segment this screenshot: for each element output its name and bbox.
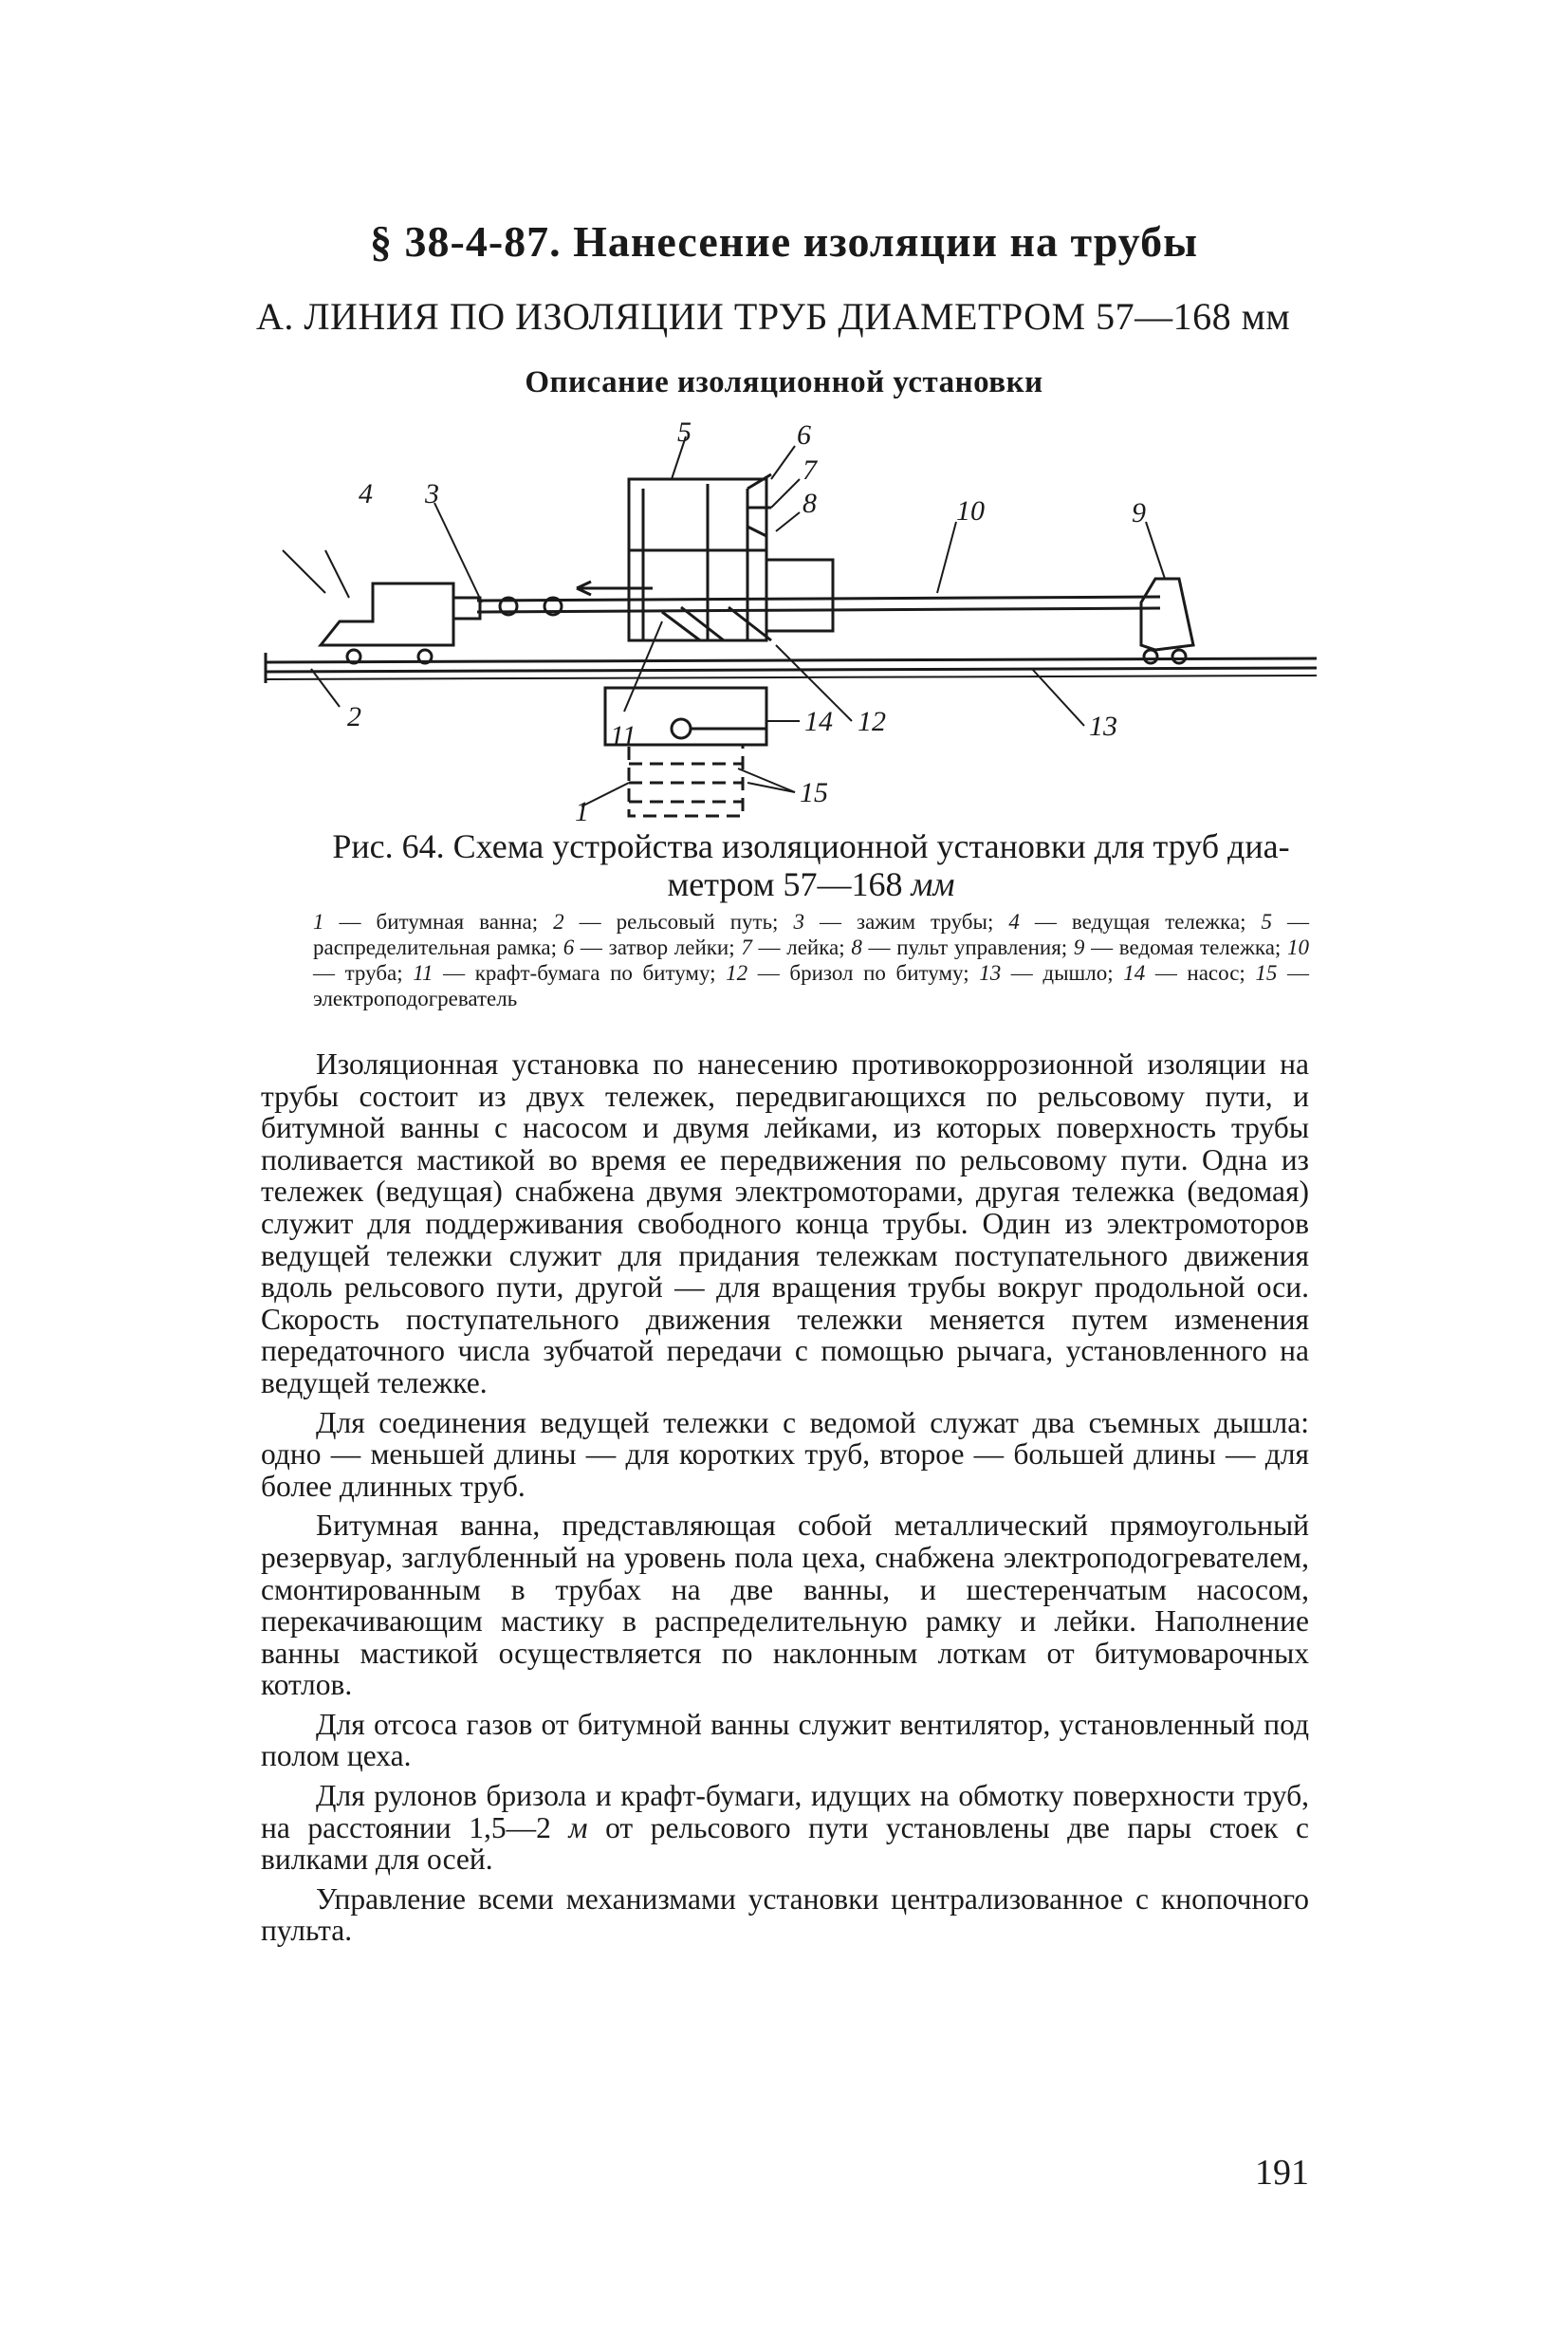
installation-diagram bbox=[254, 417, 1326, 825]
callout-4: 4 bbox=[359, 478, 373, 509]
leader-lines bbox=[283, 436, 1165, 806]
caption-line-1: Рис. 64. Схема устройства изоляционной установки для труб диа- bbox=[332, 827, 1290, 865]
body-text bbox=[261, 1048, 1309, 1947]
figure-caption bbox=[313, 827, 1309, 903]
legend-item: 9 — ведомая тележка; bbox=[1073, 935, 1288, 959]
caption-unit: мм bbox=[911, 865, 955, 903]
legend-item: 12 — бризол по битуму; bbox=[726, 961, 980, 985]
callout-14: 14 bbox=[804, 706, 833, 737]
legend-item: 7 — лейка; bbox=[741, 935, 852, 959]
legend-item: 5 — распределительная рамка; bbox=[313, 910, 1310, 959]
bitumen-bath bbox=[605, 688, 766, 816]
pipe bbox=[477, 582, 1160, 615]
section-title: § 38-4-87. Нанесение изоляции на трубы bbox=[370, 217, 1198, 266]
figure-legend bbox=[313, 909, 1309, 1011]
legend-item: 3 — зажим трубы; bbox=[793, 910, 1009, 934]
legend-item: 6 — затвор лейки; bbox=[563, 935, 742, 959]
installation-diagram-svg bbox=[254, 417, 1326, 825]
callout-7: 7 bbox=[802, 454, 817, 486]
callout-5: 5 bbox=[677, 417, 692, 448]
callout-2: 2 bbox=[347, 701, 361, 732]
paragraph-6: Управление всеми механизмами установки централизованное с кнопочного пульта. bbox=[261, 1881, 1309, 1948]
paragraph-5: Для рулонов бризола и крафт-бумаги, идущих на обмотку поверхности труб, на расстоянии 1,5—2 м от рельсового пути установлены две пары стоек с вилками для осей. bbox=[261, 1779, 1309, 1877]
callout-11: 11 bbox=[610, 720, 636, 751]
callout-1: 1 bbox=[575, 796, 589, 825]
paragraph-4: Для отсоса газов от битумной ванны служит вентилятор, установленный под полом цеха. bbox=[261, 1707, 1309, 1773]
legend-item: 10 — труба; bbox=[313, 935, 1310, 985]
subsection-title: А. ЛИНИЯ ПО ИЗОЛЯЦИИ ТРУБ ДИАМЕТРОМ 57—168 мм bbox=[256, 295, 1291, 338]
page-number: 191 bbox=[1255, 2153, 1309, 2193]
callout-6: 6 bbox=[797, 419, 811, 451]
legend-item: 15 — электроподогреватель bbox=[313, 961, 1310, 1010]
paragraph-3: Битумная ванна, представляющая собой металлический прямоугольный резервуар, заглубленный на уровень пола цеха, снабжена электроподогревателем, смонтированным в трубах на две ванны, и шестеренчатым насосом, перекачивающим мастику в распределительную рамку и лейки. Наполнение ванны мастикой осуществляется по наклонным лоткам от битумоварочных котлов. bbox=[261, 1509, 1309, 1702]
legend-item: 14 — насос; bbox=[1123, 961, 1256, 985]
callout-8: 8 bbox=[802, 488, 817, 519]
legend-item: 8 — пульт управления; bbox=[851, 935, 1074, 959]
paragraph-1: Изоляционная установка по нанесению противокоррозионной изоляции на трубы состоит из двух тележек, передвигающихся по рельсовому пути, и битумной ванны с насосом и двумя лейками, из которых поверхность трубы поливается мастикой во время ее передвижения по рельсовому пути. Одна из тележек (ведущая) снабжена двумя электромоторами, другая тележка (ведомая) служит для поддерживания свободного конца трубы. Один из электромоторов ведущей тележки служит для придания тележкам поступательного движения вдоль рельсового пути, другой — для вращения трубы вокруг продольной оси. Скорость поступательного движения тележки меняется путем изменения передаточного числа зубчатой передачи с помощью рычага, установленного на ведущей тележке. bbox=[261, 1047, 1309, 1399]
rail-track bbox=[266, 653, 1317, 683]
trailing-cart bbox=[1141, 579, 1193, 663]
paragraph-2: Для соединения ведущей тележки с ведомой служат два съемных дышла: одно — меньшей длины — для коротких труб, второе — большей длины — для более длинных труб. bbox=[261, 1405, 1309, 1503]
legend-item: 11 — крафт-бумага по битуму; bbox=[413, 961, 727, 985]
legend-item: 13 — дышло; bbox=[979, 961, 1124, 985]
legend-item: 4 — ведущая тележка; bbox=[1008, 910, 1262, 934]
caption-line-2 bbox=[313, 865, 1309, 903]
leading-cart bbox=[321, 583, 480, 663]
callout-10: 10 bbox=[956, 495, 985, 527]
legend-item: 1 — битумная ванна; bbox=[313, 910, 554, 934]
callout-15: 15 bbox=[800, 777, 828, 808]
callout-3: 3 bbox=[425, 478, 439, 509]
description-title: Описание изоляционной установки bbox=[525, 365, 1043, 399]
callout-13: 13 bbox=[1089, 711, 1117, 742]
callout-12: 12 bbox=[858, 706, 886, 737]
callout-9: 9 bbox=[1132, 497, 1146, 528]
legend-item: 2 — рельсовый путь; bbox=[553, 910, 794, 934]
caption-line-2-text: метром 57—168 bbox=[667, 865, 903, 903]
distance-unit: м bbox=[568, 1810, 588, 1844]
